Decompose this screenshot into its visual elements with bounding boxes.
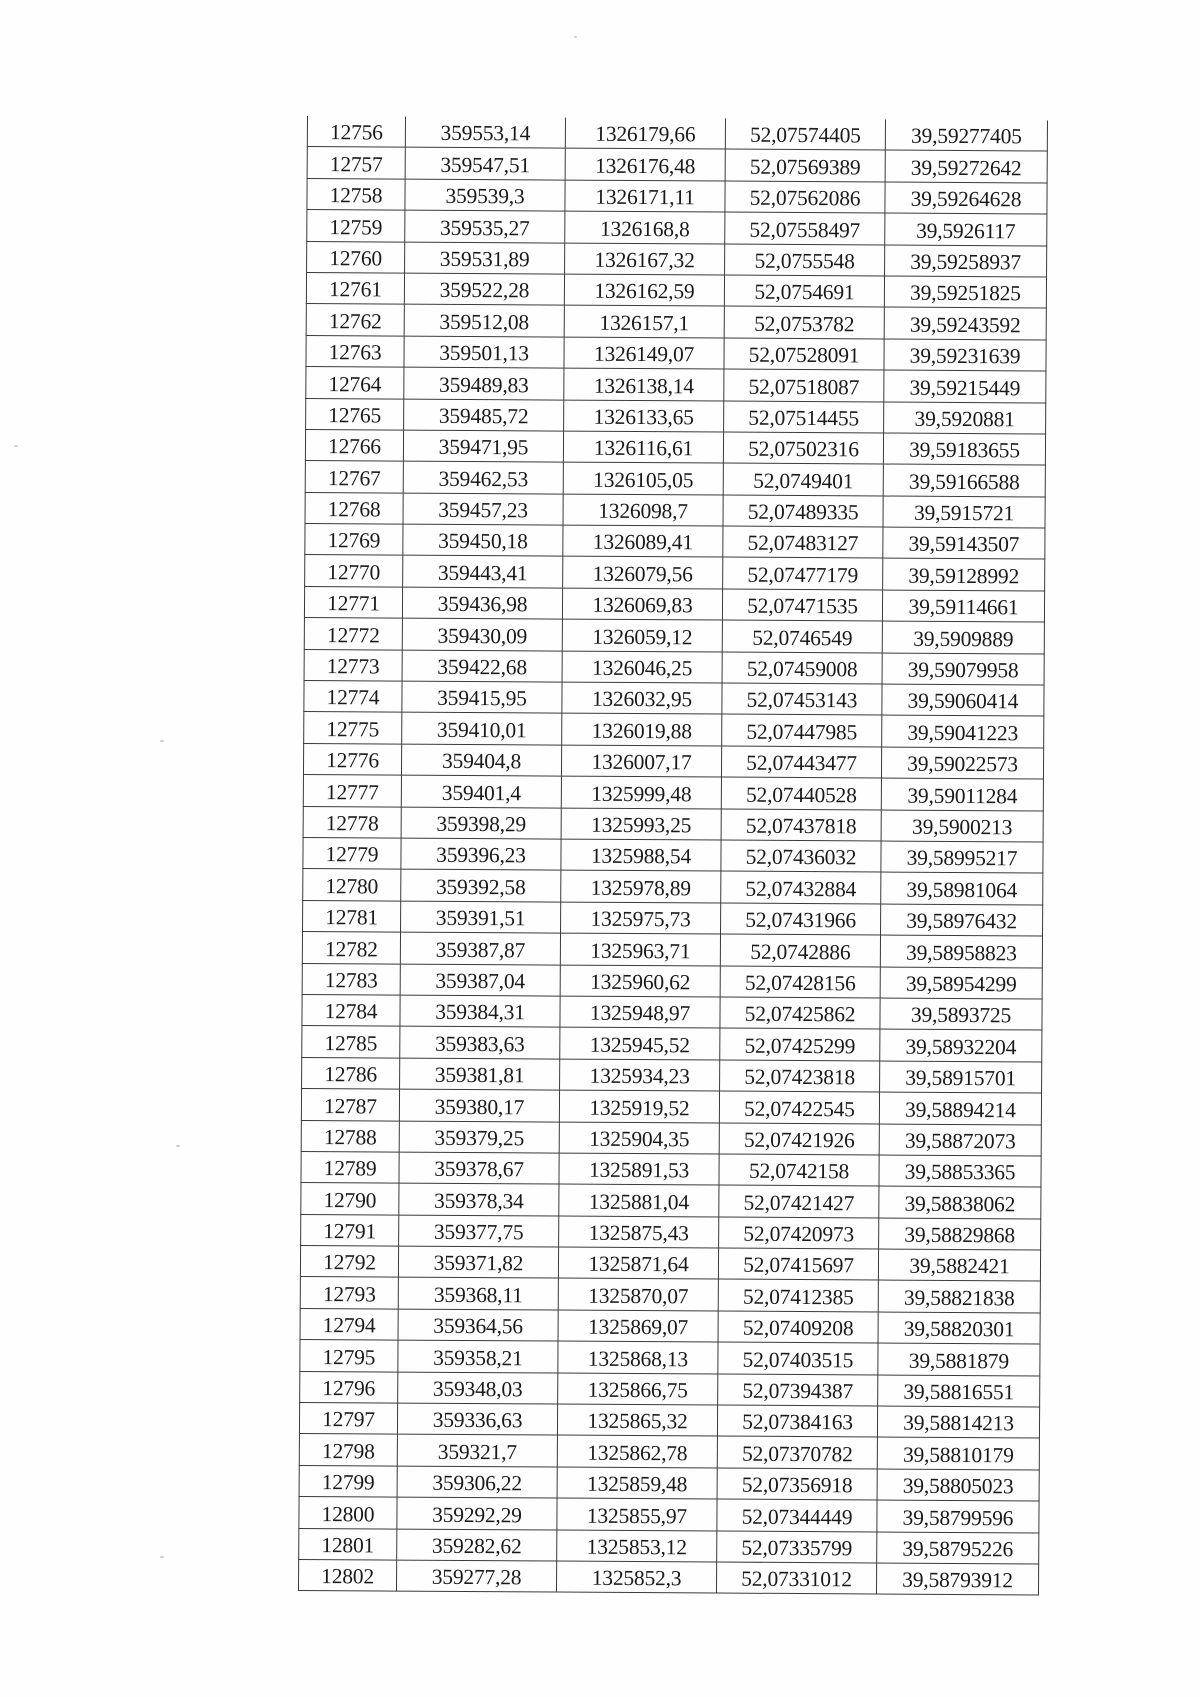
latitude-cell: 52,07471535 <box>722 589 882 621</box>
table-row <box>305 555 1045 591</box>
latitude-cell: 52,07483127 <box>723 526 883 558</box>
x-coordinate-cell: 359535,27 <box>405 210 565 242</box>
table-row <box>307 147 1047 183</box>
point-number-cell: 12765 <box>306 398 404 430</box>
table-row <box>301 1120 1041 1156</box>
table-row <box>303 837 1043 873</box>
y-coordinate-cell: 1325855,97 <box>557 1498 717 1530</box>
y-coordinate-cell: 1326032,95 <box>562 682 722 714</box>
point-number-cell: 12770 <box>305 555 403 587</box>
table-row <box>307 241 1047 277</box>
x-coordinate-cell: 359358,21 <box>398 1340 558 1372</box>
x-coordinate-cell: 359380,17 <box>399 1089 559 1121</box>
table-row <box>299 1528 1039 1564</box>
longitude-cell: 39,59277405 <box>885 120 1047 152</box>
latitude-cell: 52,0749401 <box>723 463 883 495</box>
latitude-cell: 52,07459008 <box>722 652 882 684</box>
x-coordinate-cell: 359391,51 <box>401 901 561 933</box>
y-coordinate-cell: 1325859,48 <box>557 1467 717 1499</box>
y-coordinate-cell: 1326046,25 <box>562 651 722 683</box>
x-coordinate-cell: 359415,95 <box>402 681 562 713</box>
y-coordinate-cell: 1326116,61 <box>563 431 723 463</box>
longitude-cell: 39,59022573 <box>881 747 1043 779</box>
table-row <box>300 1340 1040 1376</box>
longitude-cell: 39,5893725 <box>880 998 1042 1030</box>
longitude-cell: 39,5881879 <box>878 1343 1040 1375</box>
table-row <box>304 681 1044 717</box>
longitude-cell: 39,58795226 <box>877 1532 1039 1564</box>
x-coordinate-cell: 359539,3 <box>405 179 565 211</box>
longitude-cell: 39,59183655 <box>883 433 1045 465</box>
point-number-cell: 12756 <box>307 116 405 147</box>
y-coordinate-cell: 1326079,56 <box>563 557 723 589</box>
latitude-cell: 52,07443477 <box>721 746 881 778</box>
latitude-cell: 52,07425862 <box>720 997 880 1029</box>
longitude-cell: 39,59251825 <box>884 276 1046 308</box>
y-coordinate-cell: 1325919,52 <box>559 1090 719 1122</box>
point-number-cell: 12793 <box>300 1277 398 1309</box>
y-coordinate-cell: 1325871,64 <box>558 1247 718 1279</box>
y-coordinate-cell: 1326089,41 <box>563 525 723 557</box>
latitude-cell: 52,0753782 <box>724 306 884 338</box>
y-coordinate-cell: 1326167,32 <box>565 243 725 275</box>
longitude-cell: 39,5915721 <box>883 496 1045 528</box>
x-coordinate-cell: 359553,14 <box>405 117 565 149</box>
longitude-cell: 39,58799596 <box>877 1500 1039 1532</box>
scan-speck <box>14 445 18 447</box>
x-coordinate-cell: 359379,25 <box>399 1121 559 1153</box>
longitude-cell: 39,58820301 <box>878 1312 1040 1344</box>
point-number-cell: 12778 <box>303 806 401 838</box>
table-row <box>300 1246 1040 1282</box>
latitude-cell: 52,07356918 <box>717 1468 877 1500</box>
point-number-cell: 12781 <box>303 900 401 932</box>
latitude-cell: 52,07453143 <box>722 683 882 715</box>
point-number-cell: 12779 <box>303 837 401 869</box>
latitude-cell: 52,07425299 <box>720 1028 880 1060</box>
latitude-cell: 52,07440528 <box>721 777 881 809</box>
latitude-cell: 52,07477179 <box>723 558 883 590</box>
longitude-cell: 39,58976432 <box>881 904 1043 936</box>
table-row <box>303 775 1043 811</box>
table-row <box>307 116 1047 151</box>
x-coordinate-cell: 359436,98 <box>402 587 562 619</box>
point-number-cell: 12762 <box>306 304 404 336</box>
longitude-cell: 39,58829868 <box>879 1218 1041 1250</box>
point-number-cell: 12791 <box>301 1214 399 1246</box>
x-coordinate-cell: 359462,53 <box>403 461 563 493</box>
x-coordinate-cell: 359292,29 <box>397 1497 557 1529</box>
table-row <box>298 1559 1038 1595</box>
x-coordinate-cell: 359383,63 <box>400 1026 560 1058</box>
longitude-cell: 39,58810179 <box>877 1437 1039 1469</box>
x-coordinate-cell: 359392,58 <box>401 869 561 901</box>
point-number-cell: 12764 <box>306 367 404 399</box>
latitude-cell: 52,07436032 <box>721 840 881 872</box>
y-coordinate-cell: 1326105,05 <box>563 462 723 494</box>
table-row <box>307 178 1047 214</box>
x-coordinate-cell: 359384,31 <box>400 995 560 1027</box>
latitude-cell: 52,07437818 <box>721 809 881 841</box>
longitude-cell: 39,58853365 <box>879 1155 1041 1187</box>
table-row <box>300 1308 1040 1344</box>
x-coordinate-cell: 359387,04 <box>400 964 560 996</box>
y-coordinate-cell: 1326179,66 <box>565 118 725 150</box>
y-coordinate-cell: 1325975,73 <box>561 902 721 934</box>
y-coordinate-cell: 1325978,89 <box>561 870 721 902</box>
point-number-cell: 12799 <box>299 1465 397 1497</box>
x-coordinate-cell: 359522,28 <box>404 273 564 305</box>
table-row <box>306 398 1046 434</box>
table-row <box>306 304 1046 340</box>
table-row <box>304 586 1044 622</box>
y-coordinate-cell: 1325999,48 <box>561 776 721 808</box>
longitude-cell: 39,58954299 <box>880 967 1042 999</box>
y-coordinate-cell: 1325934,23 <box>560 1059 720 1091</box>
longitude-cell: 39,5909889 <box>882 621 1044 653</box>
table-row <box>305 524 1045 560</box>
x-coordinate-cell: 359401,4 <box>401 775 561 807</box>
longitude-cell: 39,58932204 <box>880 1029 1042 1061</box>
longitude-cell: 39,58838062 <box>879 1186 1041 1218</box>
y-coordinate-cell: 1325881,04 <box>559 1184 719 1216</box>
y-coordinate-cell: 1325960,62 <box>560 965 720 997</box>
point-number-cell: 12758 <box>307 178 405 210</box>
point-number-cell: 12783 <box>302 963 400 995</box>
x-coordinate-cell: 359501,13 <box>404 336 564 368</box>
point-number-cell: 12790 <box>301 1183 399 1215</box>
latitude-cell: 52,07420973 <box>719 1217 879 1249</box>
point-number-cell: 12802 <box>298 1559 396 1591</box>
latitude-cell: 52,07431966 <box>721 903 881 935</box>
table-row <box>303 743 1043 779</box>
x-coordinate-cell: 359547,51 <box>405 147 565 179</box>
table-row <box>305 492 1045 528</box>
table-row <box>306 335 1046 371</box>
point-number-cell: 12800 <box>299 1497 397 1529</box>
table-row <box>305 461 1045 497</box>
x-coordinate-cell: 359410,01 <box>402 713 562 745</box>
longitude-cell: 39,58958823 <box>880 935 1042 967</box>
point-number-cell: 12766 <box>305 429 403 461</box>
point-number-cell: 12794 <box>300 1308 398 1340</box>
table-row <box>302 994 1042 1030</box>
y-coordinate-cell: 1325868,13 <box>558 1341 718 1373</box>
longitude-cell: 39,58793912 <box>876 1563 1038 1595</box>
x-coordinate-cell: 359531,89 <box>405 242 565 274</box>
y-coordinate-cell: 1326019,88 <box>562 713 722 745</box>
longitude-cell: 39,58894214 <box>879 1092 1041 1124</box>
table-row <box>306 367 1046 403</box>
x-coordinate-cell: 359396,23 <box>401 838 561 870</box>
point-number-cell: 12768 <box>305 492 403 524</box>
table-row <box>301 1214 1041 1250</box>
table-row <box>304 712 1044 748</box>
longitude-cell: 39,59215449 <box>884 370 1046 402</box>
y-coordinate-cell: 1326162,59 <box>564 274 724 306</box>
latitude-cell: 52,07421427 <box>719 1185 879 1217</box>
x-coordinate-cell: 359306,22 <box>397 1466 557 1498</box>
point-number-cell: 12760 <box>307 241 405 273</box>
point-number-cell: 12773 <box>304 649 402 681</box>
latitude-cell: 52,07384163 <box>717 1405 877 1437</box>
latitude-cell: 52,07331012 <box>716 1562 876 1594</box>
y-coordinate-cell: 1326059,12 <box>562 619 722 651</box>
y-coordinate-cell: 1326168,8 <box>565 211 725 243</box>
point-number-cell: 12782 <box>302 932 400 964</box>
longitude-cell: 39,59166588 <box>883 464 1045 496</box>
point-number-cell: 12769 <box>305 524 403 556</box>
table-row <box>299 1465 1039 1501</box>
latitude-cell: 52,07422545 <box>719 1091 879 1123</box>
latitude-cell: 52,07335799 <box>717 1531 877 1563</box>
x-coordinate-cell: 359368,11 <box>398 1278 558 1310</box>
table-row <box>303 900 1043 936</box>
table-row <box>302 963 1042 999</box>
x-coordinate-cell: 359443,41 <box>403 556 563 588</box>
point-number-cell: 12789 <box>301 1151 399 1183</box>
point-number-cell: 12785 <box>302 1026 400 1058</box>
point-number-cell: 12786 <box>302 1057 400 1089</box>
scan-speck <box>574 36 577 38</box>
point-number-cell: 12777 <box>303 775 401 807</box>
table-row <box>304 618 1044 654</box>
latitude-cell: 52,07574405 <box>725 119 885 151</box>
longitude-cell: 39,59079958 <box>882 653 1044 685</box>
x-coordinate-cell: 359422,68 <box>402 650 562 682</box>
latitude-cell: 52,07514455 <box>724 401 884 433</box>
point-number-cell: 12776 <box>303 743 401 775</box>
latitude-cell: 52,07489335 <box>723 495 883 527</box>
coordinates-table <box>298 116 1048 1596</box>
table-row <box>299 1402 1039 1438</box>
latitude-cell: 52,07447985 <box>722 714 882 746</box>
y-coordinate-cell: 1325993,25 <box>561 808 721 840</box>
y-coordinate-cell: 1326007,17 <box>561 745 721 777</box>
y-coordinate-cell: 1326149,07 <box>564 337 724 369</box>
y-coordinate-cell: 1325904,35 <box>559 1122 719 1154</box>
longitude-cell: 39,59128992 <box>883 558 1045 590</box>
point-number-cell: 12784 <box>302 994 400 1026</box>
longitude-cell: 39,59264628 <box>885 182 1047 214</box>
latitude-cell: 52,07518087 <box>724 369 884 401</box>
point-number-cell: 12787 <box>301 1089 399 1121</box>
x-coordinate-cell: 359404,8 <box>401 744 561 776</box>
scan-speck <box>160 1556 164 1558</box>
x-coordinate-cell: 359485,72 <box>404 399 564 431</box>
point-number-cell: 12801 <box>299 1528 397 1560</box>
latitude-cell: 52,07403515 <box>718 1342 878 1374</box>
latitude-cell: 52,0746549 <box>722 620 882 652</box>
latitude-cell: 52,07344449 <box>717 1499 877 1531</box>
x-coordinate-cell: 359489,83 <box>404 367 564 399</box>
point-number-cell: 12772 <box>304 618 402 650</box>
y-coordinate-cell: 1325865,32 <box>557 1404 717 1436</box>
point-number-cell: 12761 <box>306 272 404 304</box>
y-coordinate-cell: 1326098,7 <box>563 494 723 526</box>
x-coordinate-cell: 359348,03 <box>398 1372 558 1404</box>
table-row <box>301 1151 1041 1187</box>
y-coordinate-cell: 1326133,65 <box>564 400 724 432</box>
table-row <box>299 1434 1039 1470</box>
table-row <box>303 806 1043 842</box>
latitude-cell: 52,07421926 <box>719 1123 879 1155</box>
y-coordinate-cell: 1325852,3 <box>556 1561 716 1593</box>
x-coordinate-cell: 359512,08 <box>404 304 564 336</box>
x-coordinate-cell: 359282,62 <box>397 1529 557 1561</box>
y-coordinate-cell: 1325870,07 <box>558 1279 718 1311</box>
point-number-cell: 12774 <box>304 681 402 713</box>
latitude-cell: 52,07432884 <box>721 871 881 903</box>
table-row <box>302 1057 1042 1093</box>
y-coordinate-cell: 1325945,52 <box>560 1027 720 1059</box>
point-number-cell: 12797 <box>299 1402 397 1434</box>
latitude-cell: 52,07562086 <box>725 181 885 213</box>
longitude-cell: 39,58995217 <box>881 841 1043 873</box>
y-coordinate-cell: 1326138,14 <box>564 368 724 400</box>
table-row <box>302 932 1042 968</box>
x-coordinate-cell: 359457,23 <box>403 493 563 525</box>
x-coordinate-cell: 359471,95 <box>403 430 563 462</box>
x-coordinate-cell: 359371,82 <box>398 1246 558 1278</box>
longitude-cell: 39,5926117 <box>885 213 1047 245</box>
latitude-cell: 52,0742158 <box>719 1154 879 1186</box>
coordinates-table-body <box>298 116 1047 1595</box>
x-coordinate-cell: 359364,56 <box>398 1309 558 1341</box>
longitude-cell: 39,59060414 <box>882 684 1044 716</box>
table-row <box>304 649 1044 685</box>
x-coordinate-cell: 359321,7 <box>397 1434 557 1466</box>
scan-speck <box>176 1145 180 1147</box>
longitude-cell: 39,59231639 <box>884 339 1046 371</box>
table-row <box>301 1089 1041 1125</box>
table-row <box>300 1371 1040 1407</box>
y-coordinate-cell: 1325988,54 <box>561 839 721 871</box>
y-coordinate-cell: 1325875,43 <box>559 1216 719 1248</box>
y-coordinate-cell: 1325963,71 <box>560 933 720 965</box>
point-number-cell: 12767 <box>305 461 403 493</box>
point-number-cell: 12775 <box>304 712 402 744</box>
table-row <box>299 1497 1039 1533</box>
point-number-cell: 12788 <box>301 1120 399 1152</box>
latitude-cell: 52,0755548 <box>725 244 885 276</box>
longitude-cell: 39,59243592 <box>884 307 1046 339</box>
x-coordinate-cell: 359387,87 <box>400 932 560 964</box>
longitude-cell: 39,58915701 <box>880 1061 1042 1093</box>
longitude-cell: 39,59143507 <box>883 527 1045 559</box>
x-coordinate-cell: 359398,29 <box>401 807 561 839</box>
y-coordinate-cell: 1325948,97 <box>560 996 720 1028</box>
scan-speck <box>160 740 164 742</box>
point-number-cell: 12780 <box>303 869 401 901</box>
point-number-cell: 12763 <box>306 335 404 367</box>
longitude-cell: 39,59011284 <box>881 778 1043 810</box>
longitude-cell: 39,59114661 <box>882 590 1044 622</box>
y-coordinate-cell: 1325866,75 <box>558 1373 718 1405</box>
y-coordinate-cell: 1326157,1 <box>564 305 724 337</box>
point-number-cell: 12796 <box>300 1371 398 1403</box>
y-coordinate-cell: 1325862,78 <box>557 1435 717 1467</box>
latitude-cell: 52,07409208 <box>718 1311 878 1343</box>
table-row <box>301 1183 1041 1219</box>
x-coordinate-cell: 359378,67 <box>399 1152 559 1184</box>
latitude-cell: 52,0742886 <box>720 934 880 966</box>
longitude-cell: 39,5920881 <box>884 402 1046 434</box>
latitude-cell: 52,07412385 <box>718 1279 878 1311</box>
x-coordinate-cell: 359381,81 <box>400 1058 560 1090</box>
longitude-cell: 39,5900213 <box>881 810 1043 842</box>
latitude-cell: 52,07394387 <box>718 1374 878 1406</box>
latitude-cell: 52,07423818 <box>720 1060 880 1092</box>
point-number-cell: 12771 <box>304 586 402 618</box>
longitude-cell: 39,58872073 <box>879 1124 1041 1156</box>
longitude-cell: 39,59041223 <box>882 715 1044 747</box>
longitude-cell: 39,58814213 <box>877 1406 1039 1438</box>
x-coordinate-cell: 359377,75 <box>399 1215 559 1247</box>
x-coordinate-cell: 359277,28 <box>396 1560 556 1592</box>
longitude-cell: 39,58805023 <box>877 1469 1039 1501</box>
y-coordinate-cell: 1325891,53 <box>559 1153 719 1185</box>
y-coordinate-cell: 1325853,12 <box>557 1530 717 1562</box>
latitude-cell: 52,07528091 <box>724 338 884 370</box>
point-number-cell: 12798 <box>299 1434 397 1466</box>
longitude-cell: 39,5882421 <box>878 1249 1040 1281</box>
latitude-cell: 52,07558497 <box>725 212 885 244</box>
point-number-cell: 12792 <box>300 1246 398 1278</box>
latitude-cell: 52,07370782 <box>717 1436 877 1468</box>
latitude-cell: 52,07428156 <box>720 966 880 998</box>
longitude-cell: 39,58821838 <box>878 1280 1040 1312</box>
latitude-cell: 52,07415697 <box>718 1248 878 1280</box>
x-coordinate-cell: 359430,09 <box>402 618 562 650</box>
y-coordinate-cell: 1326171,11 <box>565 180 725 212</box>
longitude-cell: 39,58981064 <box>881 872 1043 904</box>
point-number-cell: 12757 <box>307 147 405 179</box>
latitude-cell: 52,0754691 <box>724 275 884 307</box>
table-row <box>306 272 1046 308</box>
table-row <box>303 869 1043 905</box>
point-number-cell: 12795 <box>300 1340 398 1372</box>
x-coordinate-cell: 359450,18 <box>403 524 563 556</box>
point-number-cell: 12759 <box>307 210 405 242</box>
latitude-cell: 52,07502316 <box>723 432 883 464</box>
latitude-cell: 52,07569389 <box>725 149 885 181</box>
y-coordinate-cell: 1325869,07 <box>558 1310 718 1342</box>
longitude-cell: 39,59272642 <box>885 150 1047 182</box>
longitude-cell: 39,59258937 <box>885 245 1047 277</box>
y-coordinate-cell: 1326176,48 <box>565 148 725 180</box>
x-coordinate-cell: 359336,63 <box>397 1403 557 1435</box>
y-coordinate-cell: 1326069,83 <box>562 588 722 620</box>
table-row <box>302 1026 1042 1062</box>
table-row <box>305 429 1045 465</box>
table-row <box>307 210 1047 246</box>
table-row <box>300 1277 1040 1313</box>
longitude-cell: 39,58816551 <box>878 1375 1040 1407</box>
x-coordinate-cell: 359378,34 <box>399 1183 559 1215</box>
